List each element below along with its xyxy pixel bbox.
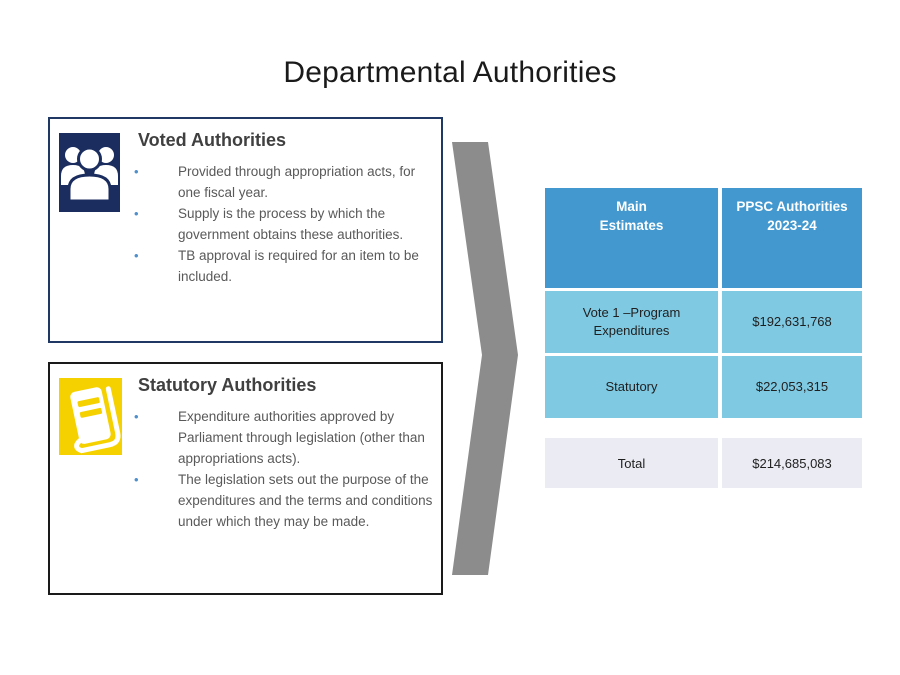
bullet-text: Provided through appropriation acts, for one fiscal year. bbox=[178, 164, 416, 200]
authorities-table bbox=[545, 188, 862, 418]
header-line: Main bbox=[616, 199, 647, 214]
header-line: 2023-24 bbox=[767, 218, 817, 233]
row-label-cell: Statutory bbox=[545, 356, 718, 418]
table-header-cell-ppsc-authorities bbox=[722, 188, 862, 288]
row-value-cell: $22,053,315 bbox=[722, 356, 862, 418]
bullet-item bbox=[134, 161, 441, 203]
bullet-dot-icon: • bbox=[134, 206, 139, 221]
bullet-dot-icon: • bbox=[134, 164, 139, 179]
bullet-item bbox=[134, 203, 441, 245]
bullet-text: The legislation sets out the purpose of the expenditures and the terms and conditions under which they may be made. bbox=[178, 472, 433, 529]
bullet-dot-icon: • bbox=[134, 248, 139, 263]
bullet-dot-icon: • bbox=[134, 472, 139, 487]
bullet-text: TB approval is required for an item to be included. bbox=[178, 248, 419, 284]
voted-bullet-list bbox=[134, 161, 441, 287]
book-icon bbox=[59, 378, 122, 455]
statutory-authorities-heading: Statutory Authorities bbox=[138, 375, 317, 395]
row-value-cell: $192,631,768 bbox=[722, 291, 862, 353]
voted-authorities-heading: Voted Authorities bbox=[138, 130, 286, 150]
total-row bbox=[545, 438, 862, 488]
voted-authorities-box bbox=[48, 117, 443, 343]
statutory-authorities-box bbox=[48, 362, 443, 595]
people-group-icon bbox=[59, 133, 120, 212]
statutory-bullet-list bbox=[134, 406, 441, 532]
total-label-cell: Total bbox=[545, 438, 718, 488]
header-line: Estimates bbox=[599, 218, 664, 233]
bullet-item bbox=[134, 469, 441, 532]
bullet-item bbox=[134, 245, 441, 287]
table-header-cell-main-estimates bbox=[545, 188, 718, 288]
chevron-arrow bbox=[430, 142, 530, 575]
bullet-dot-icon: • bbox=[134, 409, 139, 424]
total-value-cell: $214,685,083 bbox=[722, 438, 862, 488]
bullet-item bbox=[134, 406, 441, 469]
bullet-text: Expenditure authorities approved by Parliament through legislation (other than appropriations acts). bbox=[178, 409, 425, 466]
row-label-cell: Vote 1 –Program Expenditures bbox=[545, 291, 718, 353]
bullet-text: Supply is the process by which the government obtains these authorities. bbox=[178, 206, 404, 242]
header-line: PPSC Authorities bbox=[736, 199, 848, 214]
page-title: Departmental Authorities bbox=[283, 56, 617, 89]
